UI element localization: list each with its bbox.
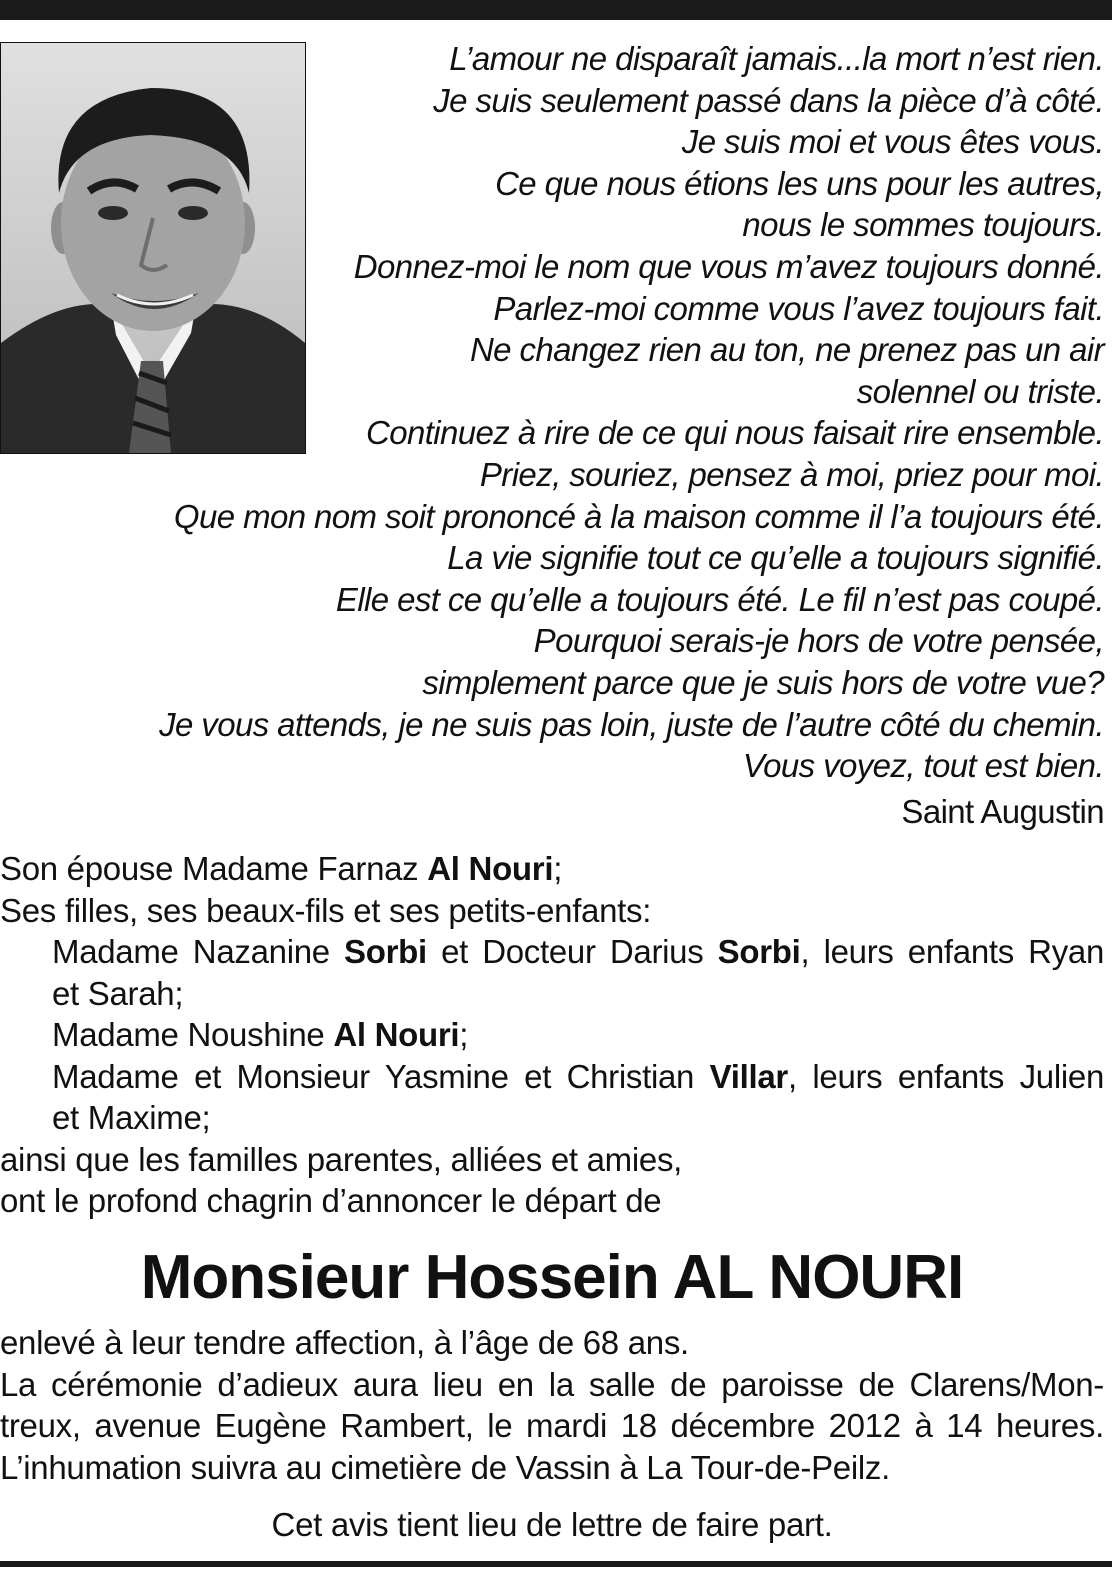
poem-line: Je vous attends, je ne suis pas loin, juste de l’autre côté du chemin. — [159, 705, 1104, 743]
poem-line: Continuez à rire de ce qui nous faisait rire ensemble. — [365, 414, 1104, 452]
child3-surname: Villar — [709, 1057, 788, 1095]
closing-note: Cet avis tient lieu de lettre de faire part. — [271, 1506, 833, 1543]
poem-line: Priez, souriez, pensez à moi, priez pour moi. — [479, 455, 1104, 493]
child1-spouse-surname: Sorbi — [717, 933, 801, 970]
poem-line: Je suis moi et vous êtes vous. — [681, 123, 1104, 161]
deceased-name: Monsieur Hossein AL NOURI — [140, 1243, 964, 1312]
children-intro: Ses filles, ses beaux-fils et ses petits-enfants: — [0, 891, 652, 929]
child1-text-c: , leurs enfants Ryan — [800, 933, 1105, 970]
poem-author: Saint Augustin — [901, 792, 1104, 830]
child2-suffix: ; — [459, 1016, 469, 1053]
child1-surname: Sorbi — [344, 933, 427, 970]
child-line-2 — [0, 1014, 1104, 1056]
poem-line: L’amour ne disparaît jamais...la mort n’est rien. — [449, 40, 1104, 77]
ceremony-line: La cérémonie d’adieux aura lieu en la salle de paroisse de Clarens/Mon- — [0, 1365, 1104, 1403]
child1-text: Madame Nazanine — [52, 933, 345, 970]
child-line-1-cont: et Sarah; — [52, 974, 184, 1012]
family-list — [0, 848, 1104, 1222]
poem-line: Elle est ce qu’elle a toujours été. Le fil n’est pas coupé. — [335, 580, 1104, 618]
child2-text: Madame Noushine — [52, 1016, 334, 1053]
poem-line: nous le sommes toujours. — [742, 206, 1104, 244]
poem-line: Parlez-moi comme vous l’avez toujours fait. — [493, 289, 1104, 327]
poem — [14, 38, 1104, 832]
child-line-3-cont: et Maxime; — [52, 1099, 211, 1136]
child3-text-b: , leurs enfants Julien — [787, 1057, 1104, 1095]
relatives-line: ainsi que les familles parentes, alliées et amies, — [0, 1140, 683, 1178]
ceremony-details — [0, 1322, 1104, 1488]
spouse-text: Son épouse Madame Farnaz — [0, 850, 428, 887]
poem-line: Je suis seulement passé dans la pièce d’à côté. — [433, 81, 1104, 119]
child2-surname: Al Nouri — [333, 1016, 460, 1053]
spouse-surname: Al Nouri — [427, 850, 554, 887]
child-line-3 — [0, 1056, 1104, 1098]
spouse-suffix: ; — [553, 850, 563, 887]
burial-line: L’inhumation suivra au cimetière de Vassin à La Tour-de-Peilz. — [0, 1448, 890, 1486]
poem-line: Pourquoi serais-je hors de votre pensée, — [533, 622, 1104, 660]
poem-line: Donnez-moi le nom que vous m’avez toujours donné. — [353, 247, 1104, 285]
ceremony-line-cont: treux, avenue Eugène Rambert, le mardi 18 décembre 2012 à 14 heures. — [0, 1407, 1104, 1444]
poem-line: Vous voyez, tout est bien. — [742, 747, 1104, 785]
child1-text-b: et Docteur Darius — [426, 933, 718, 970]
child-line-1 — [0, 931, 1104, 973]
poem-line: simplement parce que je suis hors de votre vue? — [422, 663, 1104, 701]
age-line: enlevé à leur tendre affection, à l’âge de 68 ans. — [0, 1324, 689, 1361]
poem-line: La vie signifie tout ce qu’elle a toujours signifié. — [447, 539, 1104, 577]
poem-line: Ne changez rien au ton, ne prenez pas un air — [469, 331, 1104, 369]
poem-line: Ce que nous étions les uns pour les autres, — [495, 164, 1104, 202]
top-rule — [0, 0, 1112, 20]
poem-line: solennel ou triste. — [856, 372, 1104, 410]
child3-text: Madame et Monsieur Yasmine et Christian — [52, 1057, 710, 1095]
poem-line: Que mon nom soit prononcé à la maison comme il l’a toujours été. — [173, 497, 1104, 535]
bottom-rule — [0, 1561, 1112, 1567]
spouse-line — [0, 848, 1104, 890]
announcement-line: ont le profond chagrin d’annoncer le départ de — [0, 1182, 662, 1219]
